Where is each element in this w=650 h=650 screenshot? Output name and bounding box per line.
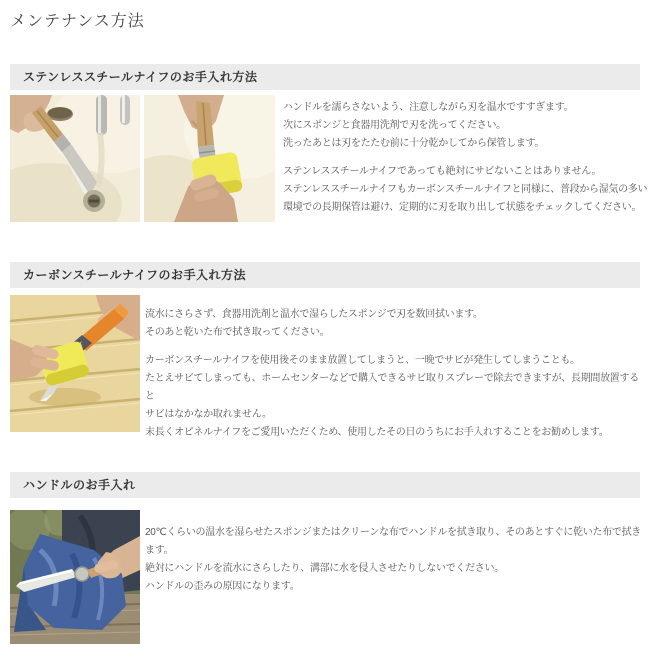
paragraph bbox=[145, 306, 648, 342]
section-carbon-heading-bar bbox=[10, 262, 640, 288]
wipe-carbon-blade-with-sponge-photo bbox=[10, 295, 140, 432]
text-line: 末長くオピネルナイフをご愛用いただくため、使用したその日のうちにお手入れすることをお勧めします。 bbox=[145, 427, 609, 438]
stainless-care-text bbox=[283, 99, 649, 217]
paragraph bbox=[283, 99, 649, 153]
text-line: 次にスポンジと食器用洗剤で刃を洗ってください。 bbox=[283, 120, 506, 131]
text-line: 洗ったあとは刃をたたむ前に十分乾かしてから保管します。 bbox=[283, 138, 545, 149]
text-line: ハンドルの歪みの原因になります。 bbox=[145, 581, 300, 592]
paragraph bbox=[145, 524, 648, 596]
text-line: 20℃くらいの温水を湿らせたスポンジまたはクリーンな布でハンドルを拭き取り、そのあとすぐに乾いた布で拭きます。 bbox=[145, 527, 642, 556]
text-line: ステンレススチールナイフであっても絶対にサビないことはありません。 bbox=[283, 166, 602, 177]
text-line: そのあと乾いた布で拭き取ってください。 bbox=[145, 327, 330, 338]
wipe-handle-with-cloth-photo bbox=[10, 510, 140, 644]
text-line: 絶対にハンドルを流水にさらしたり、溝部に水を侵入させたりしないでください。 bbox=[145, 563, 504, 574]
paragraph bbox=[283, 163, 649, 217]
text-line: ハンドルを濡らさないよう、注意しながら刃を温水ですすぎます。 bbox=[283, 102, 574, 113]
carbon-care-text bbox=[145, 306, 648, 442]
rinse-blade-under-tap-photo bbox=[10, 95, 140, 222]
text-line: ステンレススチールナイフもカーボンスチールナイフと同様に、普段から湿気の多い bbox=[283, 184, 648, 195]
text-line: サビはなかなか取れません。 bbox=[145, 409, 272, 420]
text-line: カーボンスチールナイフを使用後そのまま放置してしまうと、一晩でサビが発生してしまうことも。 bbox=[145, 355, 580, 366]
paragraph bbox=[145, 352, 648, 442]
page-title: メンテナンス方法 bbox=[10, 13, 145, 30]
section-handle-heading: ハンドルのお手入れ bbox=[23, 478, 136, 492]
section-stainless-heading-bar bbox=[10, 64, 640, 90]
text-line: たとえサビてしまっても、ホームセンターなどで購入できるサビ取りスプレーで除去できますが、長期間放置すると bbox=[145, 373, 639, 402]
text-line: 流水にさらさず、食器用洗剤と温水で湿らしたスポンジで刃を数回拭います。 bbox=[145, 309, 483, 320]
section-carbon-heading: カーボンスチールナイフのお手入れ方法 bbox=[23, 268, 246, 282]
handle-care-text bbox=[145, 524, 648, 596]
text-line: 環境での長期保管は避け、定期的に刃を取り出して状態をチェックしてください。 bbox=[283, 202, 642, 213]
wash-blade-with-sponge-photo bbox=[144, 95, 275, 222]
section-stainless-heading: ステンレススチールナイフのお手入れ方法 bbox=[23, 70, 258, 84]
section-handle-heading-bar bbox=[10, 472, 640, 498]
